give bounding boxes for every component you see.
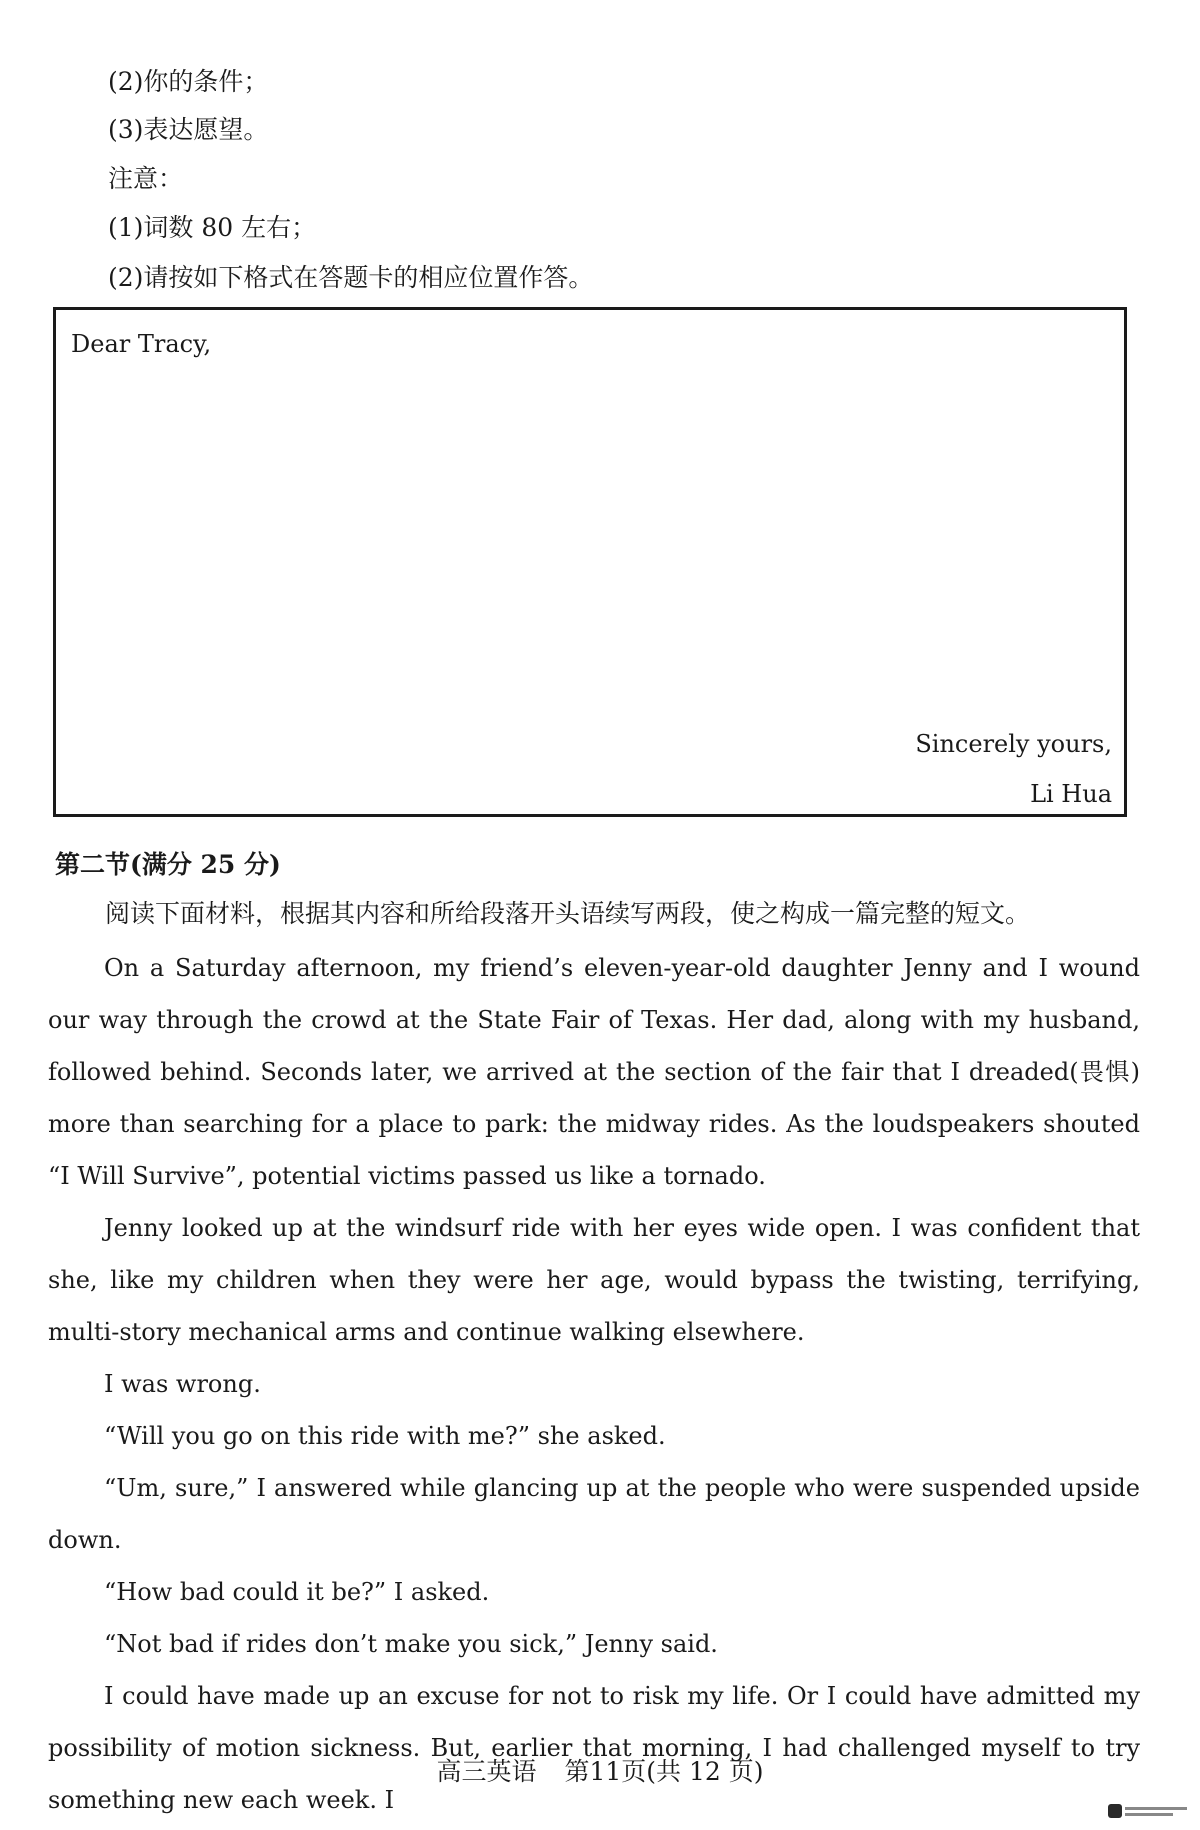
passage-paragraph: “How bad could it be?” I asked. (104, 1578, 490, 1606)
letter-answer-box (53, 307, 1127, 817)
section-instruction: 阅读下面材料，根据其内容和所给段落开头语续写两段，使之构成一篇完整的短文。 (105, 899, 1031, 928)
passage-paragraph: On a Saturday afternoon, my friend’s eleven-year-old daughter Jenny and I wound our way through the crowd at the State Fair of Texas. Her dad, along with my husband, followed behind. Seconds later, we arrived at the section of the fair that I dreaded(畏惧) more than searching for a place to park: the midway rides. As the loudspeakers shouted “I Will Survive”, potential victims passed us like a tornado. (48, 954, 1140, 1190)
footer-subject: 高三英语 (436, 1757, 537, 1786)
notice-label: 注意： (108, 164, 184, 193)
note-item-3: (3)表达愿望。 (108, 115, 269, 144)
reading-passage (48, 942, 1140, 1826)
scanner-watermark-logo (1108, 1800, 1192, 1822)
note-item-2: (2)你的条件； (108, 67, 269, 96)
passage-paragraph: I could have made up an excuse for not to risk my life. Or I could have admitted my possibility of motion sickness. But, earlier that morning, I had challenged myself to try something new each week. I (48, 1682, 1140, 1814)
passage-paragraph: “Not bad if rides don’t make you sick,” Jenny said. (104, 1630, 718, 1658)
passage-paragraph: “Will you go on this ride with me?” she asked. (104, 1422, 666, 1450)
letter-signature: Li Hua (1030, 780, 1112, 808)
section-heading: 第二节(满分 25 分) (55, 850, 281, 879)
passage-paragraph: Jenny looked up at the windsurf ride with her eyes wide open. I was confident that she, like my children when they were her age, would bypass the twisting, terrifying, multi-story mechanical arms and continue walking elsewhere. (48, 1214, 1140, 1346)
passage-paragraph: “Um, sure,” I answered while glancing up at the people who were suspended upside down. (48, 1474, 1140, 1554)
notice-item-2: (2)请按如下格式在答题卡的相应位置作答。 (108, 263, 594, 292)
page-footer (0, 1752, 1200, 1788)
footer-page-number: 第11页(共 12 页) (564, 1757, 764, 1786)
scanner-logo-icon (1108, 1804, 1122, 1818)
letter-closing: Sincerely yours, (915, 730, 1112, 758)
letter-salutation: Dear Tracy, (71, 330, 212, 358)
passage-paragraph: I was wrong. (104, 1370, 261, 1398)
notice-item-1: (1)词数 80 左右； (108, 213, 317, 242)
